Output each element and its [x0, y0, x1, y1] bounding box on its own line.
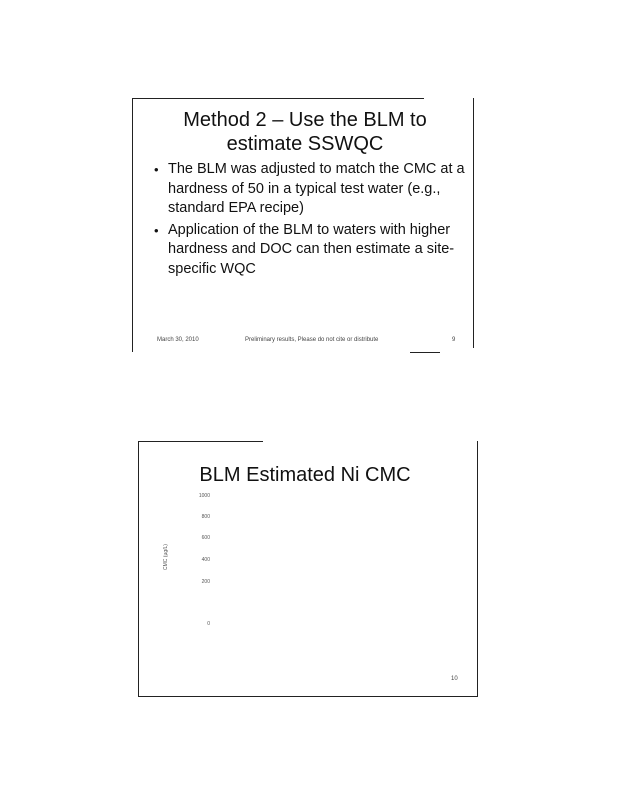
slide-2-border-right [477, 441, 478, 696]
slide-2-border-left [138, 441, 139, 696]
y-tick-label: 0 [207, 621, 210, 627]
slide-1-footer-date: March 30, 2010 [157, 337, 199, 343]
slide-1-title-line-1: Method 2 – Use the BLM to [183, 109, 427, 131]
slide-2-title: BLM Estimated Ni CMC [199, 464, 411, 486]
y-tick-label: 200 [201, 579, 210, 585]
slide-2-page-number: 10 [451, 676, 458, 682]
y-tick-label: 600 [201, 535, 210, 541]
bullet-item: • The BLM was adjusted to match the CMC at a hardness of 50 in a typical test water (e.g., standard EPA recipe) [153, 160, 483, 219]
slide-2-border-top [138, 441, 263, 442]
bullet-item: • Application of the BLM to waters with higher hardness and DOC can then estimate a site-specific WQC [153, 221, 483, 280]
y-axis-label: CMC (µg/L) [163, 544, 169, 570]
slide-2-border-bottom [138, 696, 478, 697]
y-tick-label: 800 [201, 514, 210, 520]
slide-1-page-number: 9 [452, 337, 456, 343]
slide-1-title-line-2: estimate SSWQC [226, 133, 384, 155]
slide-1-footer-note: Preliminary results, Please do not cite or distribute [245, 337, 379, 343]
y-tick-label: 400 [201, 557, 210, 563]
y-tick-label: 1000 [198, 493, 210, 499]
